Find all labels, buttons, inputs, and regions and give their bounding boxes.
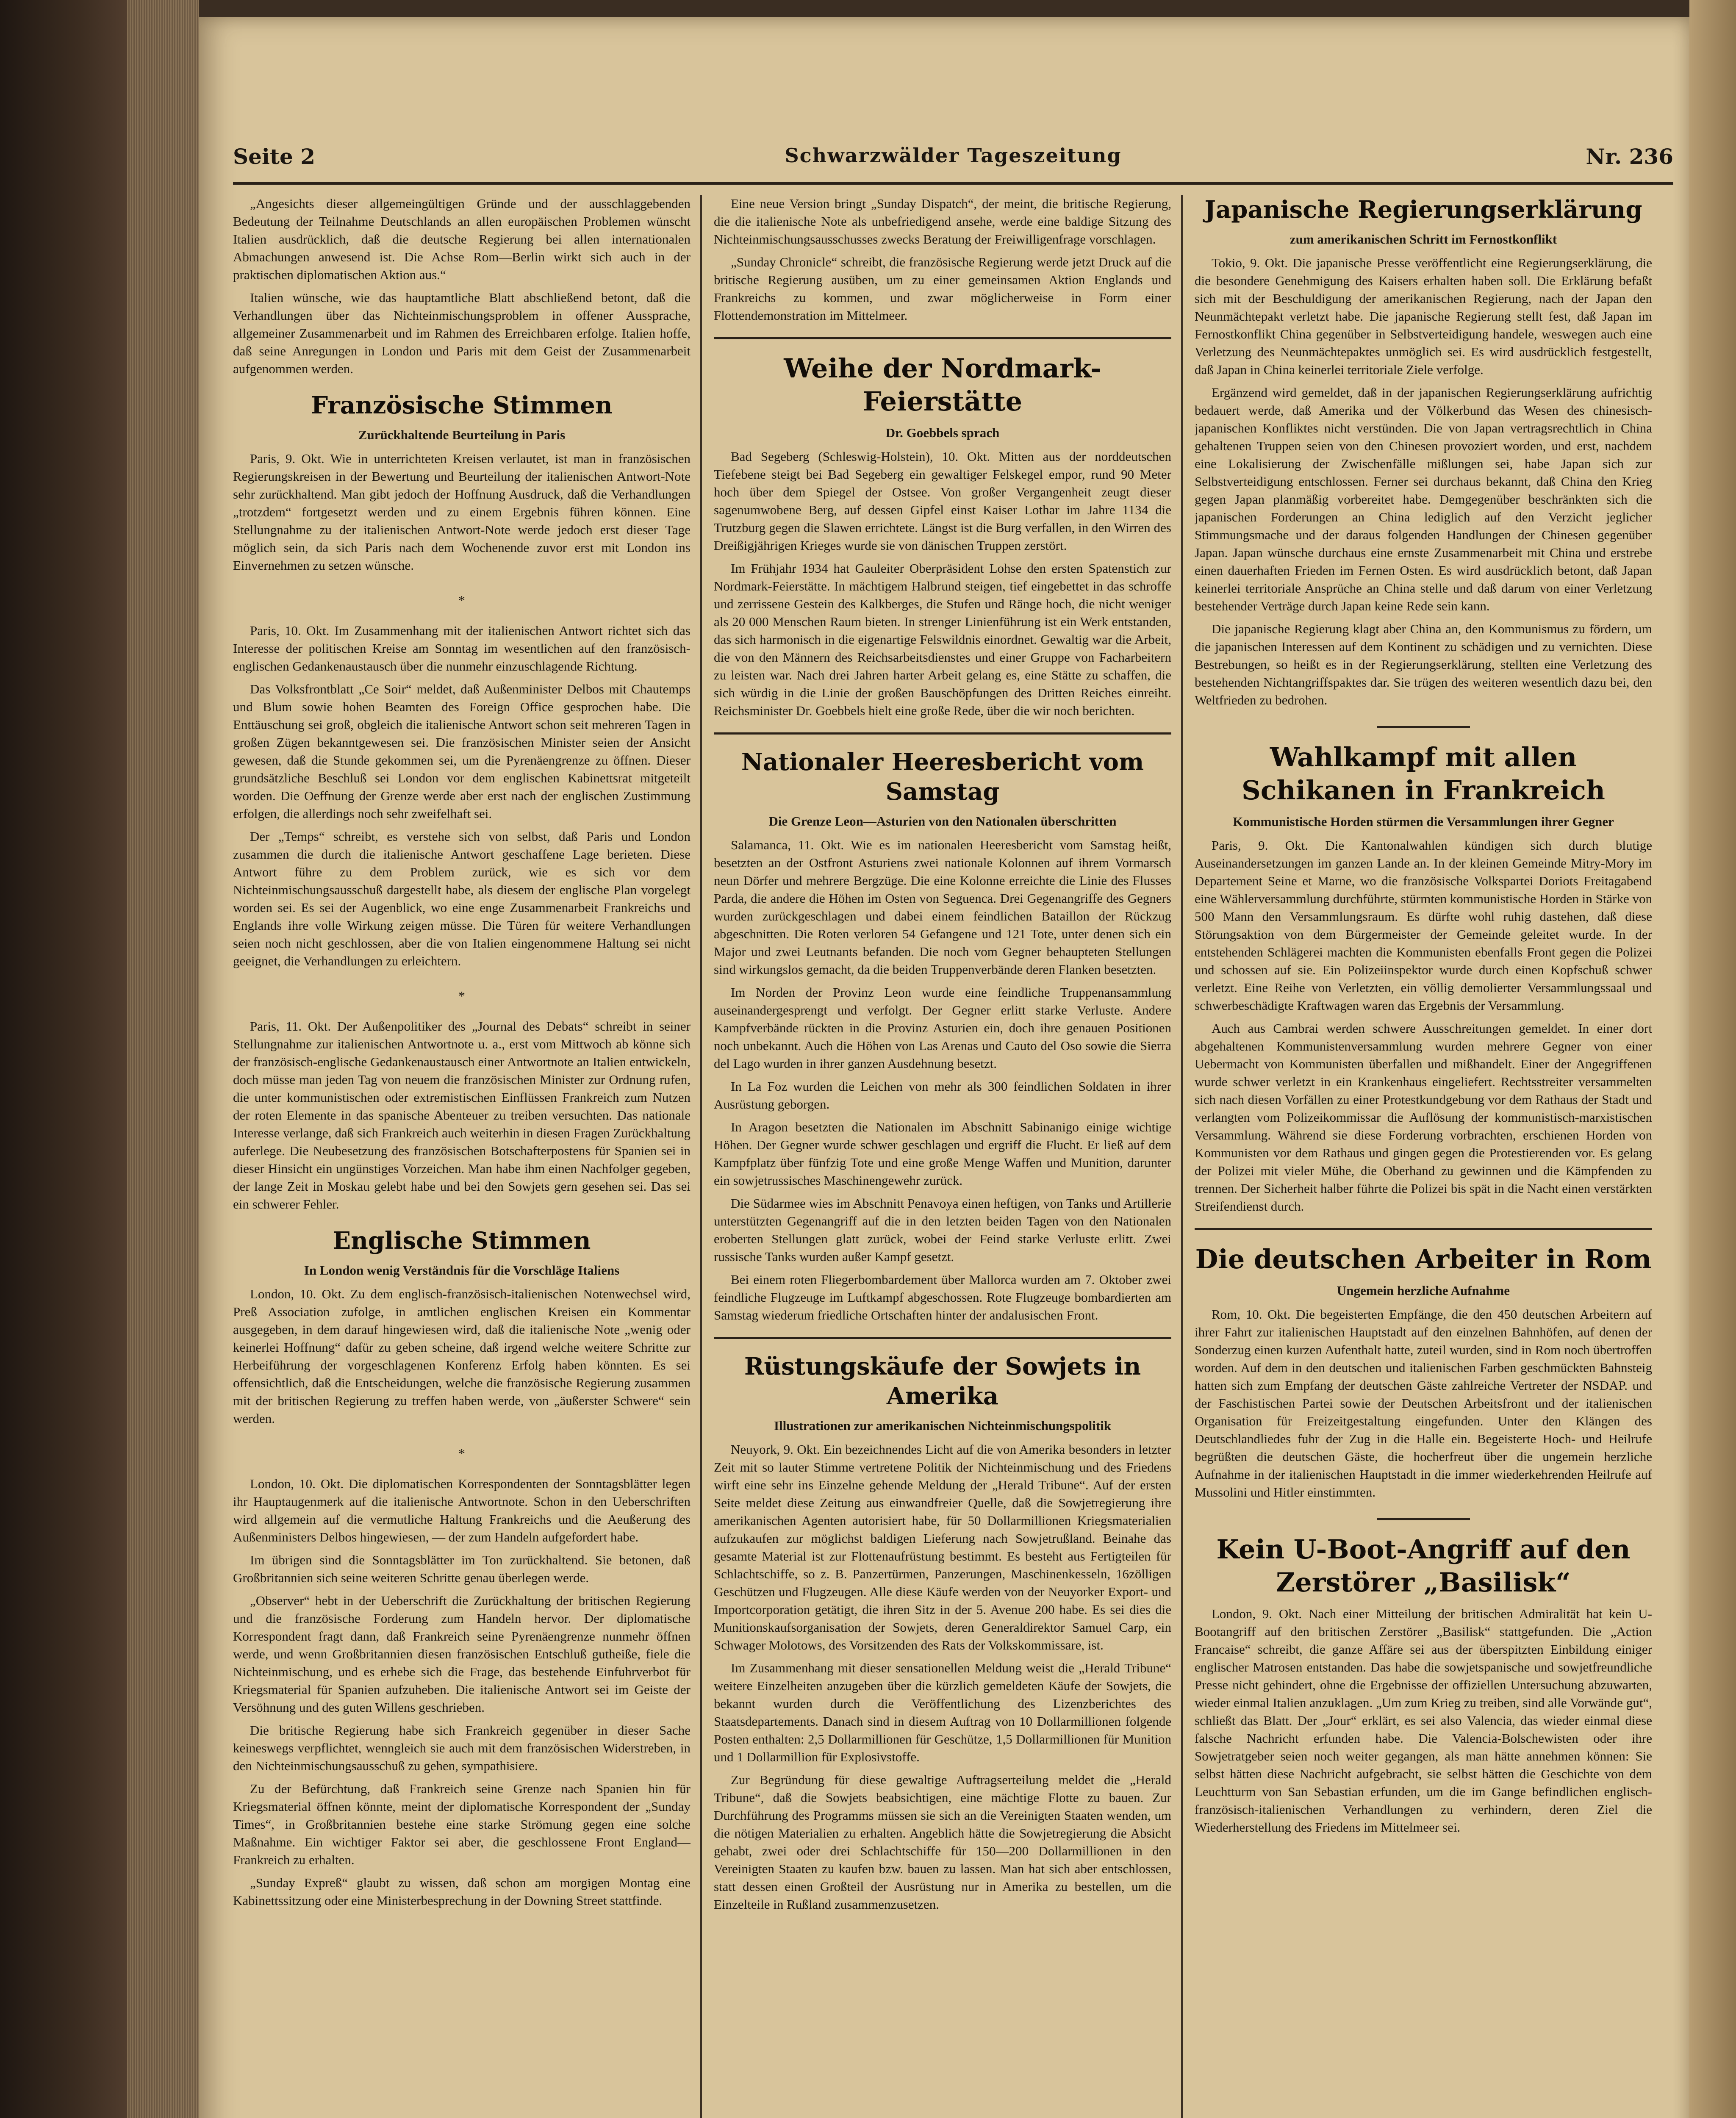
headline-japan: Japanische Regierungserklärung — [1204, 196, 1642, 224]
paragraph: „Sunday Expreß“ glaubt zu wissen, daß schon am morgigen Montag eine Kabinettssitzung oder eine Ministerbesprechung in der Downing Street stattfinde. — [233, 1875, 691, 1908]
newspaper-page — [199, 17, 1689, 2118]
paragraph: London, 10. Okt. Zu dem englisch-französisch-italienischen Notenwechsel wird, Preß Association zufolge, in amtlichen englischen Kreisen ein Kommentar ausgegeben, in dem darauf hingewiesen wird, daß die italienische Note „wenig oder keinerlei Hoffnung“ dafür zu geben scheine, daß irgend welche weitere Schritte zur Herbeiführung der vorgeschlagenen Konferenz Erfolg haben könnten. Es sei offensichtlich, daß die Entscheidungen, welche die französische Regierung zusammen mit der britischen Regierung zu treffen haben werde, von „äußerster Schwere“ sein werden. — [233, 1286, 691, 1426]
paragraph: Im übrigen sind die Sonntagsblätter im Ton zurückhaltend. Sie betonen, daß Großbritannien sich seine weiteren Schritte genau überlegen werde. — [233, 1552, 691, 1585]
paragraph: Rom, 10. Okt. Die begeisterten Empfänge, die den 450 deutschen Arbeitern auf ihrer Fahrt zur italienischen Hauptstadt auf den einzelnen Bahnhöfen, auf denen der Sonderzug einen kurzen Aufenthalt hatte, zuteil wurden, sind in Rom noch übertroffen worden. Auf dem in den deutschen und italienischen Farben geschmückten Bahnsteig hatten sich zum Empfang der deutschen Gäste zahlreiche Vertreter der NSDAP. und der Faschistischen Partei sowie der Deutschen Arbeitsfront und der italienischen Organisation für Freizeitgestaltung eingefunden. Unter den Klängen des Deutschlandliedes fuhr der Zug in die Halle ein. Begeisterte Hoch- und Heilrufe begrüßten die deutschen Gäste, die hocherfreut über die ungemein herzliche Aufnahme in der italienischen Hauptstadt in die immer wiederkehrenden Heilrufe auf Mussolini und Hitler einstimmten. — [1195, 1307, 1652, 1500]
subheadline: Dr. Goebbels sprach — [885, 425, 1000, 440]
paragraph: Im Norden der Provinz Leon wurde eine feindliche Truppenansammlung auseinandergesprengt und verfolgt. Der Gegner erlitt starke Verluste. Andere Kampfverbände rückten in die Provinz Asturien ein, doch ihre genauen Positionen noch unbekannt. Auch die Höhen von Las Arenas und Cauto del Oso sowie die Sierra del Lago wurden in ihrer ganzen Ausdehnung besetzt. — [714, 985, 1171, 1071]
headline-soviet-arms: Rüstungskäufe der Sowjets in Amerika — [744, 1353, 1141, 1410]
headline-army-report: Nationaler Heeresbericht vom Samstag — [741, 748, 1144, 806]
paragraph: Das Volksfrontblatt „Ce Soir“ meldet, daß Außenminister Delbos mit Chautemps und Blum sowie hohen Beamten des Foreign Office gesprochen habe. Die Enttäuschung sei groß, obgleich die italienische Antwort schon seit mehreren Tagen in großen Zügen bekanntgewesen sei. Die französischen Minister seien der Ansicht gewesen, daß die Stunde gekommen sei, um die Pyrenäengrenze zu öffnen. Dieser grundsätzliche Beschluß sei London vor dem englischen Kabinettsrat mitgeteilt worden. Die Oeffnung der Grenze werde aber erst nach der englischen Zustimmung erfolgen, die allerdings noch sehr zweifelhaft sei. — [233, 682, 691, 821]
paragraph: Die Südarmee wies im Abschnitt Penavoya einen heftigen, von Tanks und Artillerie unterstützten Gegenangriff auf die in den letzten beiden Tagen von den Nationalen eroberten Stellungen glatt zurück, wobei der Feind starke Verluste erlitt. Zwei russische Tanks wurden außer Kampf gesetzt. — [714, 1196, 1171, 1264]
divider — [1195, 1228, 1652, 1230]
page-number: Seite 2 — [233, 144, 316, 169]
paragraph: „Observer“ hebt in der Ueberschrift die Zurückhaltung der britischen Regierung und die französische Forderung zum Handeln hervor. Der diplomatische Korrespondent fragt dann, daß Frankreich seine Pyrenäengrenze nunmehr öffnen werde, und wenn Großbritannien diesen französischen Entschluß gutheiße, fiele die Nichteinmischung, und es erhebe sich die Frage, das bestehende Einfuhrverbot für Kriegsmaterial für Spanien aufzuheben. Die italienische Antwort sei im Geiste der Versöhnung und des guten Willens geschrieben. — [233, 1593, 691, 1715]
section-separator: * — [458, 593, 465, 608]
page-header — [233, 144, 1673, 185]
paragraph: Zu der Befürchtung, daß Frankreich seine Grenze nach Spanien hin für Kriegsmaterial öffnen könnte, meint der diplomatische Korrespondent der „Sunday Times“, in Großbritannien bestehe eine starke Strömung gegen eine solche Maßnahme. Ein wichtiger Faktor sei aber, die geschlossene Front England—Frankreich zu erhalten. — [233, 1781, 691, 1867]
subheadline: Kommunistische Horden stürmen die Versammlungen ihrer Gegner — [1233, 814, 1614, 829]
paragraph: In Aragon besetzten die Nationalen im Abschnitt Sabinanigo einige wichtige Höhen. Der Gegner wurde schwer geschlagen und ergriff die Flucht. Er ließ auf dem Kampfplatz über fünfzig Tote und eine große Menge Waffen und Munition, darunter ein sowjetrussisches Maschinengewehr zurück. — [714, 1120, 1171, 1188]
paragraph: Im Frühjahr 1934 hat Gauleiter Oberpräsident Lohse den ersten Spatenstich zur Nordmark-Feierstätte. In mächtigem Halbrund steigen, tief eingebettet in das schroffe und zerrissene Gestein des Kalkberges, die Stufen und Ränge hoch, die nicht weniger als 20 000 Menschen Raum bieten. In strenger Linienführung ist ein Werk entstanden, das sich harmonisch in die eigenartige Felswildnis einordnet. Gewaltig war die Arbeit, die von den Männern des Reichsarbeitsdienstes und einer Gruppe von Facharbeitern zu leisten war. Nach drei Jahren harter Arbeit gelang es, eine Stätte zu schaffen, die sich würdig in die Linie der großen Bauschöpfungen des Dritten Reiches einreiht. Reichsminister Dr. Goebbels hielt eine große Rede, über die wir noch berichten. — [714, 561, 1171, 718]
issue-number: Nr. 236 — [1586, 144, 1673, 169]
paragraph: Paris, 9. Okt. Die Kantonalwahlen kündigen sich durch blutige Auseinandersetzungen im ganzen Lande an. In der kleinen Gemeinde Mitry-Mory im Departement Seine et Marne, wo die französische Volkspartei Doriots Freitagabend eine Wählerversammlung durchführte, stürmten kommunistische Horden in Stärke von 500 Mann den Versammlungsraum. Es dürfte wohl ruhig dastehen, daß diese Störungsaktion von dem Bürgermeister der Gemeinde geleitet wurde. In der entstehenden Schlägerei machten die Kommunisten ebenfalls Front gegen die Polizei und schossen auf sie. Ein Polizeiinspektor wurde durch einen Kopfschuß schwer verletzt. Eine Reihe von Verletzten, ein völlig demolierter Versammlungssaal und schwerbeschädigte Kraftwagen waren das Ergebnis der Versammlung. — [1195, 838, 1652, 1013]
paragraph: Neuyork, 9. Okt. Ein bezeichnendes Licht auf die von Amerika besonders in letzter Zeit mit so lauter Stimme vertretene Politik der Nichteinmischung und des Friedens wirft eine sehr ins Einzelne gehende Meldung der „Herald Tribune“. Auf der ersten Seite meldet diese Zeitung aus einwandfreier Quelle, daß die Sowjetregierung ihre amerikanischen Agenten autorisiert habe, für 50 Dollarmillionen Kriegsmaterialien aufzukaufen zur möglichst baldigen Lieferung nach Sowjetrußland. Beinahe das gesamte Material ist zur Flottenaufrüstung bestimmt. Es besteht aus Fertigteilen für Schlachtschiffe, so z. B. Panzertürmen, Panzerungen, Maschinenkesseln, 16zölligen Geschützen und Flugzeugen. Alle diese Käufe werden von der Neuyorker Export- und Importcorporation getätigt, die ihren Sitz in der 5. Avenue 200 habe. Es sei dies die Munitionskaufsorganisation der Sowjets, deren Generaldirektor Samuel Carp, ein Schwager Molotows, des Vorsitzenden des Rats der Volkskommissare, ist. — [714, 1442, 1171, 1652]
headline-uboat: Kein U-Boot-Angriff auf den Zerstörer „Basilisk“ — [1216, 1534, 1631, 1598]
paragraph: London, 10. Okt. Die diplomatischen Korrespondenten der Sonntagsblätter legen ihr Hauptaugenmerk auf die italienische Antwortnote. Schon in den Ueberschriften wird allgemein auf die vermutliche Haltung Frankreichs und die Aeußerung des Außenministers Delbos hingewiesen, — der zum Handeln aufgefordert habe. — [233, 1476, 691, 1544]
paragraph: „Angesichts dieser allgemeingültigen Gründe und der ausschlaggebenden Bedeutung der Teilnahme Deutschlands an allen europäischen Problemen wünscht Italien ausdrücklich, daß die deutsche Regierung bei allen internationalen Abmachungen anwesend ist. Die Achse Rom—Berlin wirkt sich auch in der praktischen diplomatischen Aktion aus.“ — [233, 196, 691, 282]
subheadline: Illustrationen zur amerikanischen Nichteinmischungspolitik — [774, 1418, 1112, 1433]
headline-nordmark: Weihe der Nordmark-Feierstätte — [784, 353, 1101, 417]
paragraph: In La Foz wurden die Leichen von mehr als 300 feindlichen Soldaten in ihrer Ausrüstung geborgen. — [714, 1079, 1171, 1112]
subheadline: Die Grenze Leon—Asturien von den Nationalen überschritten — [768, 814, 1117, 829]
next-page-edge — [1689, 0, 1736, 2118]
paragraph: Italien wünsche, wie das hauptamtliche Blatt abschließend betont, daß die Verhandlungen über das Nichteinmischungsproblem in offener Aussprache, allgemeiner Zusammenarbeit und im Rahmen des Erreichbaren erfolge. Italien hoffe, daß seine Anregungen in London und Paris mit dem Geist der Zusammenarbeit aufgenommen werden. — [233, 290, 691, 376]
column-rule — [1181, 195, 1183, 2118]
headline-election-france: Wahlkampf mit allen Schikanen in Frankreich — [1242, 742, 1605, 806]
subheadline: In London wenig Verständnis für die Vorschläge Italiens — [304, 1263, 620, 1278]
column-3 — [1195, 195, 1652, 2118]
paragraph: Zur Begründung für diese gewaltige Auftragserteilung meldet die „Herald Tribune“, daß die Sowjets beabsichtigen, eine mächtige Flotte zu bauen. Zur Durchführung des Programms müssen sie sich an die Vereinigten Staaten wenden, um die nötigen Materialien zu erhalten. Angeblich hätte die Sowjetregierung die Absicht gehabt, zwei oder drei Schlachtschiffe für 150—200 Dollarmillionen in den Vereinigten Staaten zu kaufen bzw. bauen zu lassen. Man hat sich aber entschlossen, statt dessen einen Großteil der Ausrüstung nur in Amerika zu bestellen, um die Einzelteile in Rußland zusammenzusetzen. — [714, 1772, 1171, 1912]
paragraph: Die britische Regierung habe sich Frankreich gegenüber in dieser Sache keineswegs verpflichtet, wenngleich sie auch mit dem französischen Widerstreben, in den Nichteinmischungsausschuß zu gehen, sympathisiere. — [233, 1723, 691, 1773]
paragraph: Tokio, 9. Okt. Die japanische Presse veröffentlicht eine Regierungserklärung, die die besondere Genehmigung des Kaisers erhalten haben soll. Die Erklärung befaßt sich mit der Beschuldigung der amerikanischen Regierung, nach der Japan den Neunmächtepakt verletzt habe. Die japanische Regierung stellt fest, daß Japan im Fernostkonflikt China gegenüber in Selbstverteidigung handele, weswegen auch eine Verletzung des Neunmächtepaktes unmöglich sei. Es wird ausdrücklich festgestellt, daß Japan in China keinerlei territoriale Ziele verfolge. — [1195, 255, 1652, 377]
subheadline: Ungemein herzliche Aufnahme — [1337, 1283, 1510, 1298]
divider — [714, 732, 1171, 735]
paragraph: Paris, 11. Okt. Der Außenpolitiker des „Journal des Debats“ schreibt in seiner Stellungnahme zur italienischen Antwortnote u. a., erst vom Mittwoch ab könne sich der französisch-englische Gedankenaustausch einer Antwortnote an Italien entwickeln, doch müsse man jeden Tag von neuem die französischen Minister zur Ordnung rufen, die unter kommunistischen oder extremistischen Einflüssen Frankreich zum Nutzen der roten Elemente in das spanische Abenteuer zu treiben versuchten. Das nationale Interesse verlange, daß sich Frankreich auch weiterhin in diesen Fragen Zurückhaltung auferlege. Die Neubesetzung des französischen Botschafterpostens für Spanien sei in dieser Hinsicht ein ungünstiges Vorzeichen. Man habe ihm einen Nachfolger gegeben, der lange Zeit in Moskau gelebt habe und bei den Sowjets gern gesehen sei. Das sei ein schwerer Fehler. — [233, 1019, 691, 1211]
paragraph: Bad Segeberg (Schleswig-Holstein), 10. Okt. Mitten aus der norddeutschen Tiefebene steigt bei Bad Segeberg ein gewaltiger Felskegel empor, rund 90 Meter hoch über dem Spiegel der Ostsee. Von großer Vergangenheit zeugt dieser sagenumwobene Berg, auf dessen Gipfel einst Kaiser Lothar im Jahre 1134 die Trutzburg gegen die Slawen errichtete. Längst ist die Burg verfallen, in den Wirren des Dreißigjährigen Krieges wurde sie von dänischen Truppen zerstört. — [714, 449, 1171, 553]
column-1 — [233, 195, 691, 2118]
paragraph: Paris, 9. Okt. Wie in unterrichteten Kreisen verlautet, ist man in französischen Regierungskreisen in der Bewertung und Beurteilung der italienischen Antwort-Note sehr zurückhaltend. Man gibt jedoch der Hoffnung Ausdruck, daß die Verhandlungen „trotzdem“ fortgesetzt werden und zu einem Ergebnis führen können. Eine Stellungnahme zu der italienischen Antwort-Note werde jedoch erst dieser Tage möglich sein, da sich Paris nach dem Wochenende zuvor erst mit London ins Einvernehmen zu setzen wünsche. — [233, 451, 691, 573]
paragraph: „Sunday Chronicle“ schreibt, die französische Regierung werde jetzt Druck auf die britische Regierung ausüben, um zu einer gemeinsamen Aktion Englands und Frankreichs zu kommen, und zwar möglicherweise in Form einer Flottendemonstration im Mittelmeer. — [714, 255, 1171, 323]
divider — [714, 337, 1171, 339]
subheadline: Zurückhaltende Beurteilung in Paris — [358, 427, 566, 442]
paragraph: Die japanische Regierung klagt aber China an, den Kommunismus zu fördern, um die japanischen Interessen auf dem Kontinent zu schädigen und zu vernichten. Diese Bestrebungen, so heißt es in der Regierungserklärung, stellten eine Verletzung des bestehenden Nichtangriffspaktes dar. Sie trügen des weiteren wesentlich dazu bei, den Weltfrieden zu bedrohen. — [1195, 621, 1652, 707]
section-separator: * — [458, 988, 465, 1004]
paragraph: Paris, 10. Okt. Im Zusammenhang mit der italienischen Antwort richtet sich das Interesse der politischen Kreise am Sonntag im wesentlichen auf den französisch-englischen Gedankenaustausch über die nunmehr einzuschlagende Richtung. — [233, 623, 691, 674]
paragraph: Bei einem roten Fliegerbombardement über Mallorca wurden am 7. Oktober zwei feindliche Flugzeuge im Luftkampf abgeschossen. Rote Flugzeuge bombardierten am Samstag wiederum friedliche Ortschaften hinter der andalusischen Front. — [714, 1272, 1171, 1322]
paragraph: Ergänzend wird gemeldet, daß in der japanischen Regierungserklärung aufrichtig bedauert werde, daß Amerika und der Völkerbund das Wesen des chinesisch-japanischen Konfliktes nicht verstünden. Die von Japan vertragsrechtlich in China gehaltenen Truppen seien von den Chinesen provoziert worden, und erst, nachdem eine Lokalisierung der Zwischenfälle mißlungen sei, habe Japan sich zur Selbstverteidigung entschlossen. Ferner sei durchaus bekannt, daß China den Krieg gegen Japan planmäßig vorbereitet habe. Demgegenüber beschränkten sich die japanischen Forderungen an China lediglich auf den Verzicht jeglicher Stimmungsmache und der daraus folgenden Handlungen der Chinesen gegenüber Japan. Japan wünsche durchaus eine ernste Zusammenarbeit mit China und erstrebe einen dauerhaften Frieden im Fernen Osten. Es wird ausdrücklich betont, daß Japan keinerlei territoriale Ansprüche an China stelle und daß darum von einer Verletzung bestehender Verträge durch Japan keine Rede sein kann. — [1195, 385, 1652, 613]
column-2 — [714, 195, 1171, 2118]
headline-french-voices: Französische Stimmen — [311, 391, 613, 419]
headline-english-voices: Englische Stimmen — [333, 1227, 591, 1255]
divider — [1377, 1518, 1470, 1520]
paragraph: Auch aus Cambrai werden schwere Ausschreitungen gemeldet. In einer dort abgehaltenen Kommunistenversammlung wurden mehrere Gegner von einer Uebermacht von Kommunisten überfallen und mißhandelt. Einer der Angegriffenen wurde schwer verletzt in ein Krankenhaus eingeliefert. Rechtsstreiter versammelten sich nach diesen Vorfällen zu einer Protestkundgebung vor dem Rathaus der Stadt und verlangten vom Polizeikommissar die Auflösung der kommunistisch-marxistischen Versammlung. Während sie diese Forderung vorbrachten, erschienen Horden von Kommunisten vor dem Rathaus und gingen gegen die Protestierenden vor. Es gelang der Polizei mit vieler Mühe, die Oberhand zu gewinnen und die Kämpfenden zu trennen. Der Sicherheit halber führte die Polizei bis spät in die Nacht einen verstärkten Streifendienst durch. — [1195, 1021, 1652, 1214]
paragraph: Der „Temps“ schreibt, es verstehe sich von selbst, daß Paris und London zusammen die durch die italienische Antwort geschaffene Lage berieten. Diese Antwort führe zu dem Problem zurück, wie es sich vor dem Nichteinmischungsausschuß dargestellt habe, als diesem der englische Plan vorgelegt worden sei. Es sei der Augenblick, wo eine enge Zusammenarbeit Frankreichs und Englands ihre volle Wirkung zeigen müsse. Die Türen für weitere Verhandlungen seien noch nicht geschlossen, aber die von Italien eingenommene Haltung sei nicht geeignet, die Verhandlungen zu erleichtern. — [233, 829, 691, 968]
paragraph: Eine neue Version bringt „Sunday Dispatch“, der meint, die britische Regierung, die die italienische Note als unbefriedigend ansehe, werde eine baldige Sitzung des Nichteinmischungsausschusses zwecks Beratung der Freiwilligenfrage vorschlagen. — [714, 196, 1171, 247]
subheadline: zum amerikanischen Schritt im Fernostkonflikt — [1290, 232, 1557, 247]
paragraph: London, 9. Okt. Nach einer Mitteilung der britischen Admiralität hat kein U-Bootangriff auf den britischen Zerstörer „Basilisk“ stattgefunden. Die „Action Francaise“ schreibt, die ganze Affäre sei aus der überspitzten Einbildung einiger englischer Matrosen entstanden. Das habe die sowjetspanische und sowjetfreundliche Presse nicht gehindert, ohne die Ergebnisse der offiziellen Untersuchung abzuwarten, wieder einmal Italien anzuklagen. „Um zum Krieg zu treiben, sind alle Vorwände gut“, schließt das Blatt. Der „Jour“ erklärt, es sei also Valencia, das wieder einmal diese falsche Nachricht erfunden habe. Die Valencia-Bolschewisten oder ihre Sowjetratgeber seien noch weiter gegangen, als man hätte annehmen können: Sie selbst hätten diese Nachricht aufgebracht, sie selbst hätten die Geschichte von dem Leuchtturm von San Sebastian erfunden, um die im Gange befindlichen englisch-französisch-italienischen Verhandlungen zu verhindern, deren Ziel die Wiederherstellung des Friedens im Mittelmeer sei. — [1195, 1606, 1652, 1835]
headline-workers-rome: Die deutschen Arbeiter in Rom — [1195, 1244, 1652, 1275]
column-rule — [700, 195, 702, 2118]
newspaper-title: Schwarzwälder Tageszeitung — [785, 144, 1122, 167]
page-stack-edge — [127, 0, 199, 2118]
divider — [714, 1337, 1171, 1339]
paragraph: Salamanca, 11. Okt. Wie es im nationalen Heeresbericht vom Samstag heißt, besetzten an der Ostfront Asturiens zwei nationale Kolonnen auf ihrem Vormarsch neun Dörfer und mehrere Bergzüge. Die eine Kolonne erreichte die Linie des Flusses Parda, die andere die Höhen im Osten von Seguenca. Drei Gegenangriffe des Gegners wurden zurückgeschlagen und dabei einem feindlichen Bataillon der Rückzug abgeschnitten. Die Roten verloren 54 Gefangene und 121 Tote, unter denen sich ein Major und zwei Leutnants befanden. Die noch vom Gegner behaupteten Stellungen sind wirkungslos gemacht, da die beiden Truppenverbände deren Flanken besetzten. — [714, 837, 1171, 977]
paragraph: Im Zusammenhang mit dieser sensationellen Meldung weist die „Herald Tribune“ weitere Einzelheiten anzugeben über die kürzlich gemeldeten Käufe der Sowjets, die bekannt wurden durch die Veröffentlichung des Lizenzberichtes des Staatsdepartements. Danach sind in diesem Auftrag von 10 Dollarmillionen folgende Posten enthalten: 2,5 Dollarmillionen für Geschütze, 1,5 Dollarmillionen für Munition und 1 Dollarmillion für Explosivstoffe. — [714, 1661, 1171, 1764]
divider — [1377, 726, 1470, 728]
section-separator: * — [458, 1446, 465, 1461]
